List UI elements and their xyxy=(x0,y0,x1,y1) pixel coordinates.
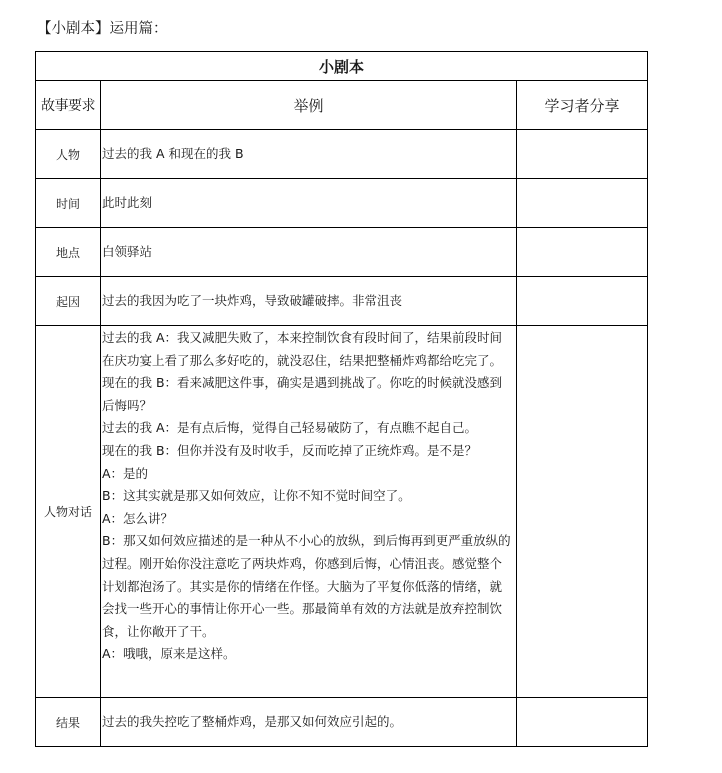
row-share[interactable] xyxy=(517,277,648,326)
row-example: 过去的我因为吃了一块炸鸡，导致破罐破摔。非常沮丧 xyxy=(101,277,517,326)
table-header-row xyxy=(36,81,648,130)
row-example: 白领驿站 xyxy=(101,228,517,277)
dialogue-line: A：怎么讲？ xyxy=(102,510,174,526)
dialogue-line: 过去的我 A：我又减肥失败了，本来控制饮食有段时间了，结果前段时间在庆功宴上看了那么多好吃的，就没忍住，结果把整桶炸鸡都给吃完了。 xyxy=(102,330,503,368)
header-share: 学习者分享 xyxy=(517,81,648,130)
dialogue-line: 过去的我 A：是有点后悔，觉得自己轻易破防了，有点瞧不起自己。 xyxy=(102,420,478,436)
row-label: 人物对话 xyxy=(36,326,101,698)
table-title-row xyxy=(36,52,648,81)
table-row-dialogue xyxy=(36,326,648,698)
table-title: 小剧本 xyxy=(36,52,648,81)
table-row-time xyxy=(36,179,648,228)
header-example: 举例 xyxy=(101,81,517,130)
row-share[interactable] xyxy=(517,326,648,698)
row-share[interactable] xyxy=(517,698,648,747)
header-requirement: 故事要求 xyxy=(36,81,101,130)
row-label: 结果 xyxy=(36,698,101,747)
document-heading: 【小剧本】运用篇： xyxy=(37,21,168,37)
row-label: 时间 xyxy=(36,179,101,228)
table-row-cause xyxy=(36,277,648,326)
row-share[interactable] xyxy=(517,179,648,228)
dialogue-line: A：是的 xyxy=(102,465,149,481)
dialogue-line: B：这其实就是那又如何效应，让你不知不觉时间空了。 xyxy=(102,488,411,504)
row-share[interactable] xyxy=(517,130,648,179)
table-row-character xyxy=(36,130,648,179)
table-row-place xyxy=(36,228,648,277)
row-example: 此时此刻 xyxy=(101,179,517,228)
script-table xyxy=(35,51,648,747)
dialogue-line: B：那又如何效应描述的是一种从不小心的放纵，到后悔再到更严重放纵的过程。刚开始你没注意吃了两块炸鸡，你感到后悔，心情沮丧。感觉整个计划都泡汤了。其实是你的情绪在作怪。大脑为了平复你低落的情绪，就会找一些开心的事情让你开心一些。那最简单有效的方法就是放弃控制饮食，让你敞开了干。 xyxy=(102,533,511,639)
dialogue-content xyxy=(101,326,517,698)
row-label: 起因 xyxy=(36,277,101,326)
table-row-result xyxy=(36,698,648,747)
dialogue-line: A：哦哦，原来是这样。 xyxy=(102,646,236,662)
row-share[interactable] xyxy=(517,228,648,277)
row-example: 过去的我 A 和现在的我 B xyxy=(101,130,517,179)
row-label: 人物 xyxy=(36,130,101,179)
dialogue-line: 现在的我 B：看来减肥这件事，确实是遇到挑战了。你吃的时候就没感到后悔吗？ xyxy=(102,375,503,413)
row-label: 地点 xyxy=(36,228,101,277)
row-example: 过去的我失控吃了整桶炸鸡，是那又如何效应引起的。 xyxy=(101,698,517,747)
dialogue-line: 现在的我 B：但你并没有及时收手，反而吃掉了正统炸鸡。是不是？ xyxy=(102,442,478,458)
